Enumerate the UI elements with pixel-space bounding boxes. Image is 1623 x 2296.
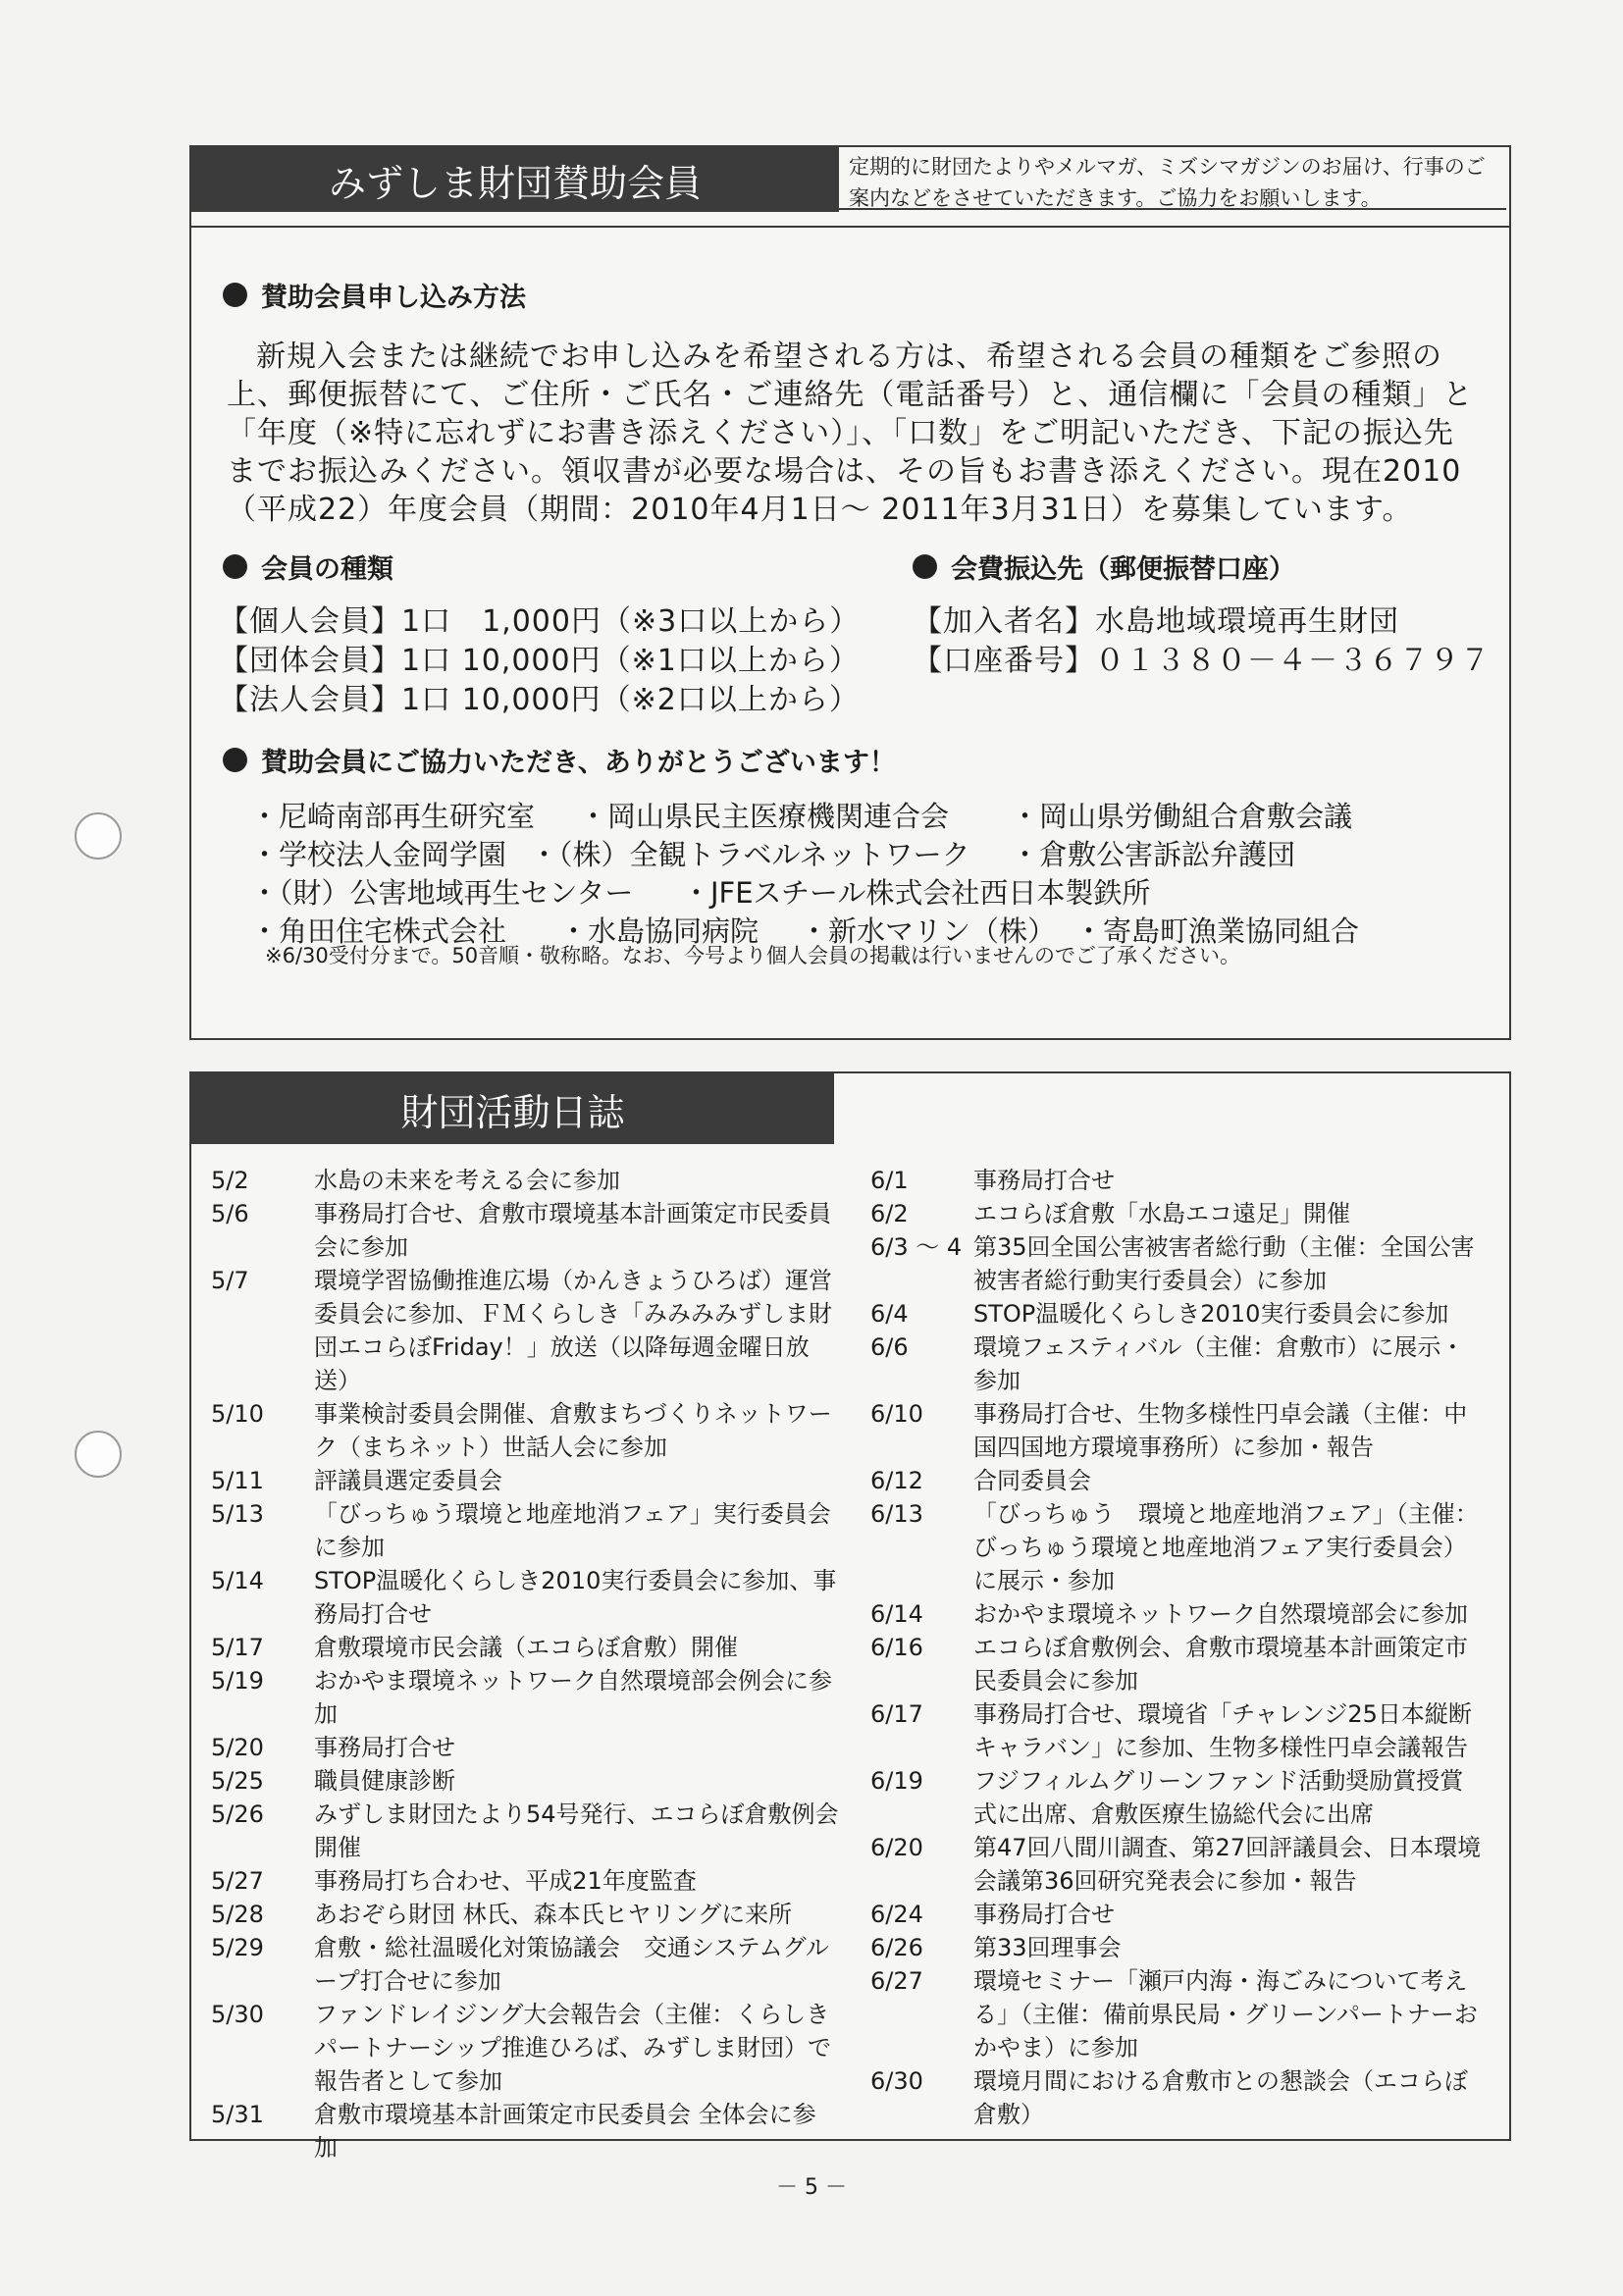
diary-date: 6/4 [870,1300,909,1328]
diary-entry [211,2098,839,2165]
diary-entry [211,1631,839,1664]
diary-text: 水島の未来を考える会に参加 [314,1167,620,1194]
diary-date: 5/20 [211,1734,264,1761]
bullet-icon [223,748,247,772]
diary-entry [870,1397,1484,1464]
diary-entry [870,1197,1484,1230]
diary-entry [211,1898,839,1931]
member-type-group: 【団体会員】1口 10,000円（※1口以上から） [219,644,860,678]
supporters-note: 定期的に財団たよりやメルマガ、ミズシマガジンのお届け、行事のご案内などをさせていただきます。ご協力をお願いします。 [839,147,1506,210]
supporters-section [189,145,1511,1040]
diary-date: 5/7 [211,1267,249,1294]
diary-date: 6/16 [870,1634,923,1661]
sponsor-item: ・寄島町漁業協同組合 [1074,914,1360,948]
sponsor-item: ・（財）公害地域再生センター [250,876,634,910]
apply-text: 新規入会または継続でお申し込みを希望される方は、希望される会員の種類をご参照の上、郵便振替にて、ご住所・ご氏名・ご連絡先（電話番号）と、通信欄に「会員の種類」と「年度（※特に忘れずにお書き添えください）」、「口数」をご明記いただき、下記の振込先までお振込みください。領収書が必要な場合は、その旨もお書き添えください。現在2010（平成22）年度会員（期間：2010年4月1日～ 2011年3月31日）を募集しています。 [227,339,1474,527]
sponsor-item: ・岡山県労働組合倉敷会議 [1011,800,1353,833]
apply-heading: 賛助会員申し込み方法 [223,276,526,314]
sponsor-item: ・JFEスチール株式会社西日本製鉄所 [682,876,1151,910]
diary-entry [211,1798,839,1864]
diary-date: 6/12 [870,1467,923,1494]
types-heading: 会員の種類 [223,548,393,586]
diary-date: 6/27 [870,1967,923,1995]
diary-june-column [870,1164,1484,2131]
member-type-individual: 【個人会員】1口 1,000円（※3口以上から） [219,604,861,639]
sponsor-item: ・学校法人金岡学園 [250,838,507,871]
diary-text: 環境フェスティバル（主催：倉敷市）に展示・参加 [973,1333,1465,1394]
diary-entry [870,1464,1484,1497]
diary-text: 事務局打合せ、環境省「チャレンジ25日本縦断キャラバン」に参加、生物多様性円卓会議報告 [973,1700,1472,1761]
diary-text: 第47回八間川調査、第27回評議員会、日本環境会議第36回研究発表会に参加・報告 [973,1834,1482,1895]
diary-date: 6/14 [870,1600,923,1628]
sponsor-item: ・尼崎南部再生研究室 [250,800,536,833]
punch-hole-top [75,812,122,860]
diary-entry [211,1931,839,1998]
diary-title: 財団活動日誌 [191,1073,834,1144]
diary-date: 5/26 [211,1800,264,1828]
diary-text: STOP温暖化くらしき2010実行委員会に参加 [973,1300,1449,1328]
page-number: － 5 － [776,2175,847,2200]
diary-entry [870,1597,1484,1631]
diary-text: 倉敷環境市民会議（エコらぼ倉敷）開催 [314,1634,738,1661]
transfer-account-number: 【口座番号】０１３８０－４－３６７９７ [913,644,1491,678]
diary-entry [870,1497,1484,1597]
diary-date: 6/10 [870,1400,923,1428]
diary-date: 5/30 [211,2001,264,2028]
bullet-icon [913,554,937,579]
diary-text: 事務局打合せ [314,1734,455,1761]
diary-date: 6/30 [870,2067,923,2095]
diary-date: 6/20 [870,1834,923,1861]
diary-text: 第33回理事会 [973,1934,1122,1961]
diary-entry [211,1731,839,1764]
diary-date: 5/14 [211,1567,264,1594]
sponsor-item: ・新水マリン（株） [800,914,1057,948]
diary-date: 5/31 [211,2101,264,2128]
diary-date: 6/24 [870,1901,923,1928]
supporters-title: みずしま財団賛助会員 [191,147,839,212]
diary-date: 5/6 [211,1200,249,1227]
diary-entry [870,1964,1484,2064]
diary-entry [870,1898,1484,1931]
diary-text: 事務局打合せ [973,1901,1115,1928]
bullet-icon [223,283,247,307]
punch-hole-bottom [75,1431,122,1478]
diary-entry [211,1564,839,1631]
sponsor-item: ・水島協同病院 [559,914,759,948]
diary-text: エコらぼ倉敷「水島エコ遠足」開催 [973,1200,1350,1227]
diary-date: 6/2 [870,1200,909,1227]
sponsor-item: ・（株）全観トラベルネットワーク [530,838,970,871]
diary-text: おかやま環境ネットワーク自然環境部会例会に参加 [314,1667,832,1728]
diary-entry [211,1864,839,1898]
diary-text: 倉敷市環境基本計画策定市民委員会 全体会に参加 [314,2101,816,2162]
diary-text: STOP温暖化くらしき2010実行委員会に参加、事務局打合せ [314,1567,837,1628]
sponsor-item: ・角田住宅株式会社 [250,914,507,948]
diary-entry [211,1464,839,1497]
diary-entry [870,1631,1484,1697]
diary-entry [211,1397,839,1464]
transfer-heading: 会費振込先（郵便振替口座） [913,548,1295,586]
diary-date: 5/10 [211,1400,264,1428]
diary-text: フジフィルムグリーンファンド活動奨励賞授賞式に出席、倉敷医療生協総代会に出席 [973,1767,1464,1828]
diary-entry [870,1764,1484,1831]
diary-text: おかやま環境ネットワーク自然環境部会に参加 [973,1600,1468,1628]
diary-text: エコらぼ倉敷例会、倉敷市環境基本計画策定市民委員会に参加 [973,1634,1468,1695]
diary-entry [870,1697,1484,1764]
diary-entry [870,1297,1484,1331]
diary-date: 5/28 [211,1901,264,1928]
diary-date: 5/29 [211,1934,264,1961]
diary-entry [211,1664,839,1731]
bullet-icon [223,554,247,579]
diary-entry [870,1931,1484,1964]
diary-date: 6/17 [870,1700,923,1728]
diary-date: 5/11 [211,1467,264,1494]
diary-entry [211,1998,839,2098]
diary-text: 事業検討委員会開催、倉敷まちづくりネットワーク（まちネット）世話人会に参加 [314,1400,832,1461]
diary-entry [870,1230,1484,1297]
diary-text: みずしま財団たより54号発行、エコらぼ倉敷例会開催 [314,1800,839,1861]
diary-date: 5/17 [211,1634,264,1661]
diary-entry [870,1331,1484,1397]
diary-text: 「びっちゅう環境と地産地消フェア」実行委員会に参加 [314,1500,831,1561]
diary-date: 5/13 [211,1500,264,1528]
diary-date: 6/13 [870,1500,923,1528]
diary-entry [211,1197,839,1264]
transfer-account-name: 【加入者名】水島地域環境再生財団 [913,604,1399,639]
diary-text: あおぞら財団 林氏、森本氏ヒヤリングに来所 [314,1901,793,1928]
sponsor-item: ・倉敷公害訴訟弁護団 [1011,838,1296,871]
diary-text: 合同委員会 [973,1467,1091,1494]
diary-date: 5/19 [211,1667,264,1695]
thanks-heading: 賛助会員にご協力いただき、ありがとうございます！ [223,741,896,779]
diary-date: 6/26 [870,1934,923,1961]
diary-text: 評議員選定委員会 [314,1467,502,1494]
member-type-corporate: 【法人会員】1口 10,000円（※2口以上から） [219,683,860,717]
diary-entry [870,2064,1484,2131]
diary-text: 事務局打ち合わせ、平成21年度監査 [314,1867,697,1895]
diary-entry [211,1497,839,1564]
diary-text: 倉敷・総社温暖化対策協議会 交通システムグループ打合せに参加 [314,1934,829,1995]
diary-text: 環境セミナー「瀬戸内海・海ごみについて考える」（主催：備前県民局・グリーンパートナーおかやま）に参加 [973,1967,1478,2061]
diary-text: 職員健康診断 [314,1767,455,1795]
sponsor-item: ・岡山県民主医療機関連合会 [579,800,950,833]
diary-text: 事務局打合せ [973,1167,1115,1194]
sponsors-footnote: ※6/30受付分まで。50音順・敬称略。なお、今号より個人会員の掲載は行いませんのでご了承ください。 [265,944,1241,967]
diary-text: 事務局打合せ、倉敷市環境基本計画策定市民委員会に参加 [314,1200,832,1261]
diary-text: 環境月間における倉敷市との懇談会（エコらぼ倉敷） [973,2067,1468,2128]
diary-text: 事務局打合せ、生物多様性円卓会議（主催：中国四国地方環境事務所）に参加・報告 [973,1400,1468,1461]
header-divider [191,226,1509,228]
diary-date: 5/25 [211,1767,264,1795]
diary-entry [870,1831,1484,1898]
diary-text: 「びっちゅう 環境と地産地消フェア」（主催：びっちゅう環境と地産地消フェア実行委員会）に展示・参加 [973,1500,1479,1594]
activity-diary-section [189,1071,1511,2162]
diary-entry [211,1264,839,1397]
diary-date: 5/27 [211,1867,264,1895]
diary-date: 6/19 [870,1767,923,1795]
diary-entry [211,1764,839,1798]
diary-text: 環境学習協働推進広場（かんきょうひろば）運営委員会に参加、ＦＭくらしき「みみみみずしま財団エコらぼFriday！」放送（以降毎週金曜日放送） [314,1267,832,1394]
diary-date: 6/3 ～ 4 [870,1233,963,1261]
diary-date: 6/1 [870,1167,909,1194]
diary-date: 6/6 [870,1333,909,1361]
diary-text: 第35回全国公害被害者総行動（主催：全国公害被害者総行動実行委員会）に参加 [973,1233,1475,1294]
diary-entry [211,1164,839,1197]
diary-may-column [211,1164,839,2165]
diary-entry [870,1164,1484,1197]
diary-date: 5/2 [211,1167,249,1194]
diary-text: ファンドレイジング大会報告会（主催：くらしきパートナーシップ推進ひろば、みずしま財団）で報告者として参加 [314,2001,832,2095]
